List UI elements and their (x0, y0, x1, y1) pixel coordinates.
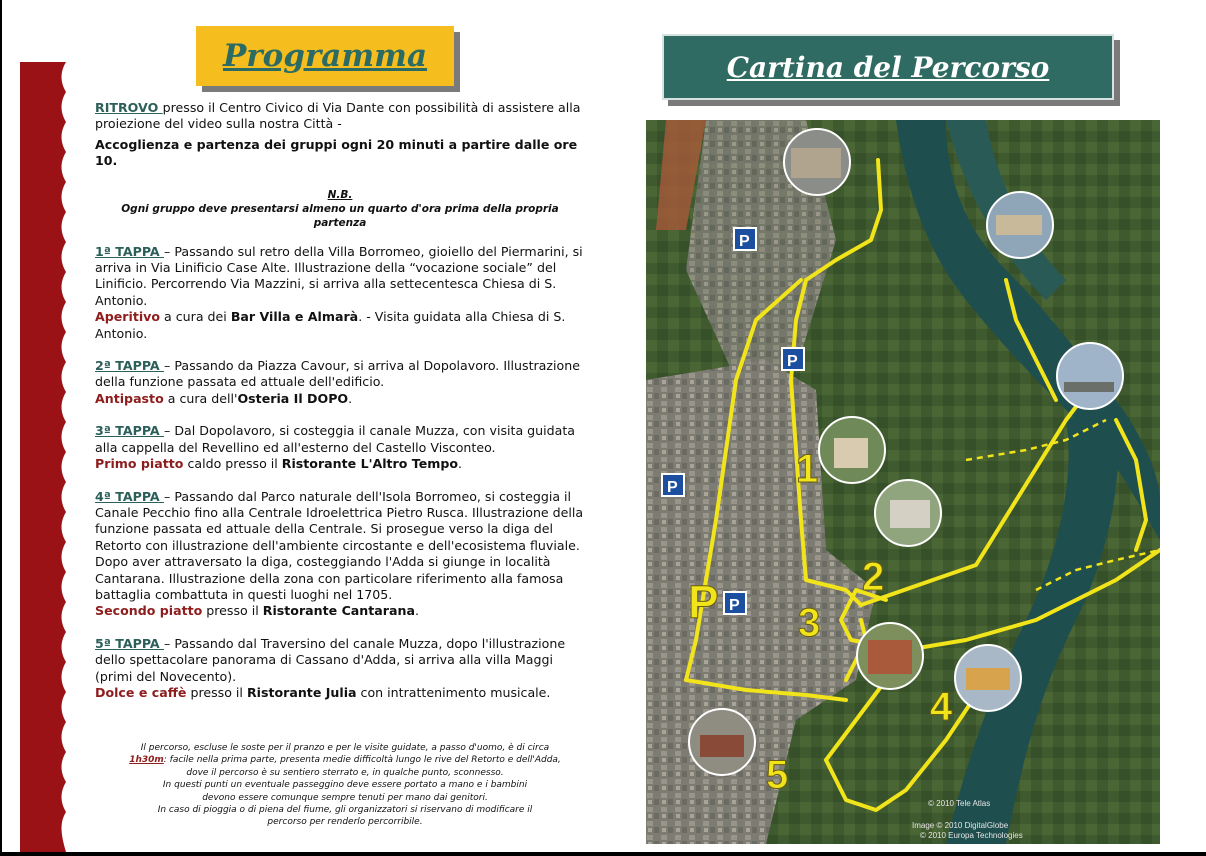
route-map (646, 120, 1160, 844)
stage-1-label: 1ª TAPPA (95, 243, 165, 259)
program-text (95, 100, 585, 701)
photo-church (834, 438, 868, 468)
stage-1 (95, 244, 585, 342)
satellite-map (646, 120, 1160, 844)
stage-3 (95, 423, 585, 472)
page-border-bottom (0, 852, 1206, 856)
route-footnote (100, 742, 590, 829)
nb-text: Ogni gruppo deve presentarsi almeno un quarto d'ora prima della propria partenza (121, 202, 559, 229)
footnote-line-4: In questi punti un eventuale passeggino deve essere portato a mano e i bambini (162, 780, 528, 791)
photo-restaurant (966, 668, 1010, 690)
stage-4-food-post: . (414, 603, 419, 619)
cartina-title: Cartina del Percorso (662, 34, 1114, 100)
ritrovo-text: presso il Centro Civico di Via Dante con possibilità di assistere alla proiezione del video sulla nostra Città - (95, 100, 581, 132)
stage-3-label: 3ª TAPPA (95, 423, 165, 439)
stage-5-food-pre: presso il (186, 684, 247, 700)
stage-2-food-pre: a cura dell' (163, 390, 238, 406)
stage-1-host: Bar Villa e Almarà (230, 309, 359, 325)
stage-5-text: – Passando dal Traversino del canale Muzza, dopo l'illustrazione dello spettacolare panorama di Cassano d'Adda, si arriva alla villa Maggi (primi del Novecento). (95, 635, 566, 684)
footnote-line-2: : facile nella prima parte, presenta medie difficoltà lungo le rive del Retorto e dell'Adda, (163, 755, 561, 766)
parking-label-2: P (787, 353, 798, 370)
stage-4-text: – Passando dal Parco naturale dell'Isola Borromeo, si costeggia il Canale Pecchio fino alla Centrale Idroelettrica Pietro Rusca. Illustrazione della funzione passata ed attuale della Centrale. Si prosegue verso la diga del Retorto con illustrazione dell'ambiente circostante e dell'ecosistema fluviale. Dopo aver attraversato la diga, costeggiando l'Adda si giunge in località Cantarana. Illustrazione della zona con particolare riferimento alla famosa battaglia combattuta in questi luoghi nel 1705. (95, 488, 584, 602)
stage-2-host: Osteria Il DOPO (237, 390, 349, 406)
parking-label-1: P (739, 233, 750, 250)
credit-tele-atlas: © 2010 Tele Atlas (928, 799, 991, 808)
stage-5-label: 5ª TAPPA (95, 635, 165, 651)
stage-2-food: Antipasto (95, 390, 164, 406)
stage-4 (95, 489, 585, 620)
photo-building-1 (791, 148, 841, 178)
map-start-parking: P (688, 576, 719, 628)
photo-building-2 (996, 215, 1042, 235)
footnote-line-5: devono essere comunque sempre tenuti per mano dai genitori. (202, 792, 488, 803)
footnote-line-6: In caso di pioggia o di piena del fiume, gli organizzatori si riservano di modificare il (157, 805, 533, 816)
ritrovo-label: RITROVO (95, 100, 163, 115)
ritrovo-paragraph (95, 100, 585, 133)
accoglienza-text: Accoglienza e partenza dei gruppi ogni 20 minuti a partire dalle ore 10. (95, 136, 578, 169)
map-stage-3: 3 (798, 601, 821, 645)
stage-2-text: – Passando da Piazza Cavour, si arriva al Dopolavoro. Illustrazione della funzione passata ed attuale dell'edificio. (95, 358, 580, 390)
nb-title: N.B. (327, 188, 353, 201)
map-stage-1: 1 (796, 447, 819, 491)
credit-europa: © 2010 Europa Technologies (920, 831, 1023, 840)
parking-label-4: P (729, 597, 740, 614)
map-stage-5: 5 (766, 753, 789, 797)
stage-4-host: Ristorante Cantarana (262, 603, 415, 619)
footnote-duration: 1h30m (129, 755, 164, 766)
page-border-left (0, 0, 2, 856)
footnote-line-3: dove il percorso è su sentiero sterrato e, in qualche punto, sconnesso. (186, 767, 504, 778)
stage-1-text: – Passando sul retro della Villa Borromeo, gioiello del Piermarini, si arriva in Via Linificio Case Alte. Illustrazione della “vocazione sociale” del Linificio. Percorrendo Via Mazzini, si arriva alla settecentesca Chiesa di S. Antonio. (95, 243, 583, 308)
map-stage-4: 4 (930, 685, 953, 729)
stage-2-label: 2ª TAPPA (95, 358, 165, 374)
stage-3-host: Ristorante L'Altro Tempo (281, 456, 459, 472)
credit-digitalglobe: Image © 2010 DigitalGlobe (912, 821, 1009, 830)
stage-5 (95, 636, 585, 702)
stage-4-food: Secondo piatto (95, 603, 203, 619)
stage-1-food-pre: a cura dei (160, 309, 231, 325)
decorative-ribbon (20, 62, 66, 852)
stage-4-label: 4ª TAPPA (95, 488, 165, 504)
stage-5-host: Ristorante Julia (246, 684, 357, 700)
map-stage-2: 2 (862, 555, 885, 599)
stage-4-food-pre: presso il (202, 603, 263, 619)
footnote-line-7: percorso per renderlo percorribile. (267, 817, 423, 828)
nb-block (95, 188, 585, 230)
photo-dam (1064, 382, 1114, 392)
stage-1-food: Aperitivo (95, 309, 161, 325)
stage-2 (95, 358, 585, 407)
photo-villa (700, 735, 744, 757)
photo-building-3 (890, 500, 930, 528)
photo-castle (868, 640, 912, 674)
stage-3-food-post: . (458, 456, 463, 472)
programma-title: Programma (196, 26, 454, 86)
stage-2-food-post: . (348, 390, 353, 406)
stage-5-food-post: con intrattenimento musicale. (356, 684, 551, 700)
stage-3-food: Primo piatto (95, 456, 184, 472)
stage-3-text: – Dal Dopolavoro, si costeggia il canale Muzza, con visita guidata alla cappella del Revellino ed all'esterno del Castello Visconteo. (95, 423, 576, 455)
stage-5-food: Dolce e caffè (95, 684, 187, 700)
footnote-line-1: Il percorso, escluse le soste per il pranzo e per le visite guidate, a passo d'uomo, è di circa (140, 743, 550, 753)
parking-label-3: P (667, 479, 678, 496)
stage-3-food-pre: caldo presso il (183, 456, 282, 472)
stage-1-food-post: . - Visita guidata alla Chiesa di S. Antonio. (95, 309, 566, 341)
photo-diga (1057, 343, 1123, 409)
